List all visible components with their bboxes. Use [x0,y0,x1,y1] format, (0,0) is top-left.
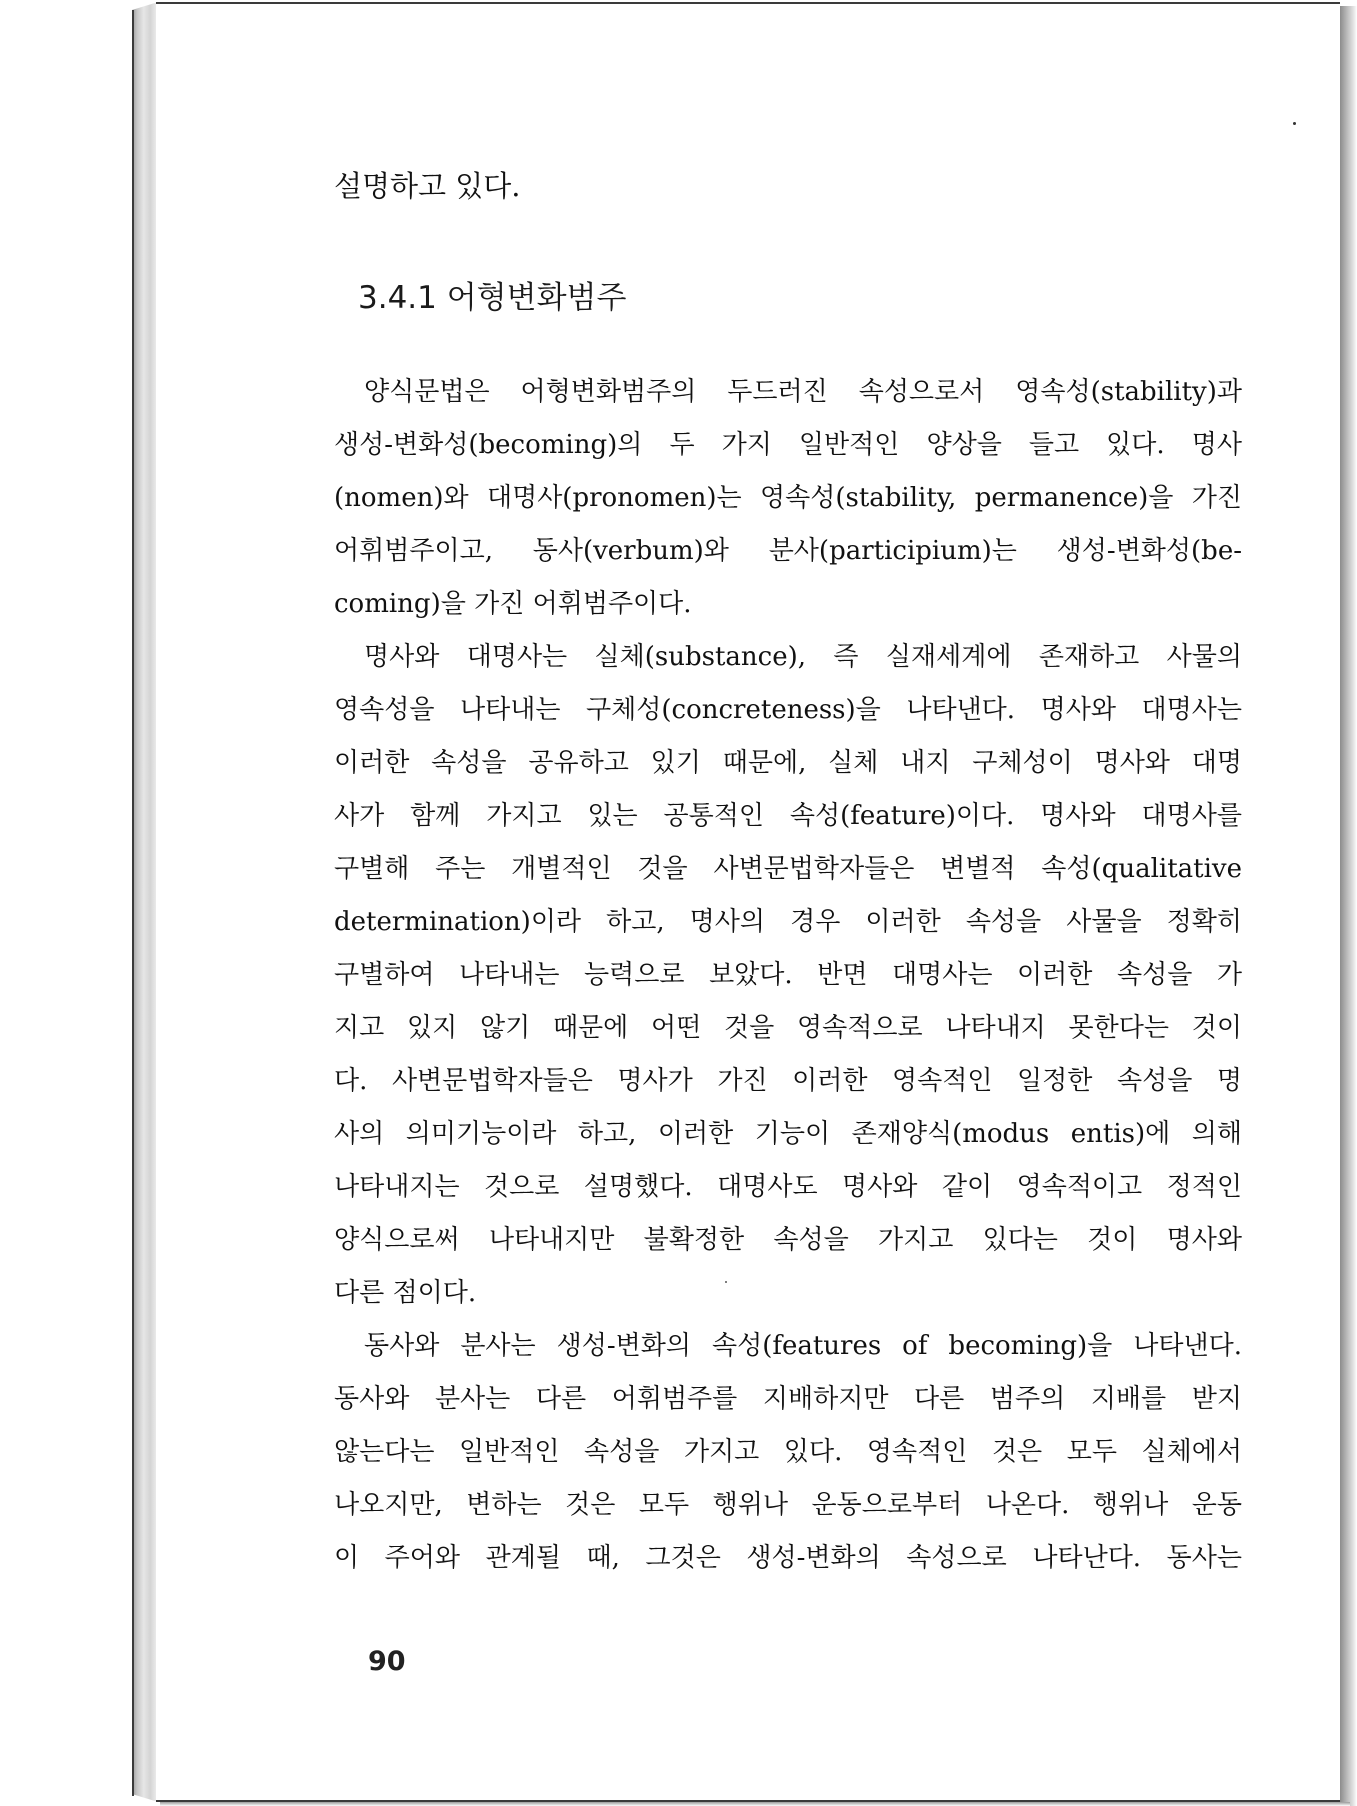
body-text [334,366,1242,1585]
text-line: 영속성을 나타내는 구체성(concreteness)을 나타낸다. 명사와 대명사는 [334,695,1242,725]
text-line: 이러한 속성을 공유하고 있기 때문에, 실체 내지 구체성이 명사와 대명 [334,748,1242,778]
text-line: 구별하여 나타내는 능력으로 보았다. 반면 대명사는 이러한 속성을 가 [334,960,1242,990]
scan-speck [1293,122,1296,125]
text-line: 사가 함께 가지고 있는 공통적인 속성(feature)이다. 명사와 대명사를 [334,801,1242,831]
text-line: 어휘범주이고, 동사(verbum)와 분사(participium)는 생성-변화성(be- [334,536,1242,566]
text-line: 다른 점이다. [334,1278,477,1308]
text-line: 생성-변화성(becoming)의 두 가지 일반적인 양상을 들고 있다. 명사 [334,430,1242,460]
text-line: 양식문법은 어형변화범주의 두드러진 속성으로서 영속성(stability)과 [364,377,1242,407]
book-page-stack-edge [132,2,158,1802]
text-line: 나타내지는 것으로 설명했다. 대명사도 명사와 같이 영속적이고 정적인 [334,1172,1242,1202]
text-line: 않는다는 일반적인 속성을 가지고 있다. 영속적인 것은 모두 실체에서 [334,1437,1242,1467]
page-number: 90 [368,1646,406,1677]
text-line: 다. 사변문법학자들은 명사가 가진 이러한 영속적인 일정한 속성을 명 [334,1066,1242,1096]
text-line: 동사와 분사는 다른 어휘범주를 지배하지만 다른 범주의 지배를 받지 [334,1384,1242,1414]
text-line: 나오지만, 변하는 것은 모두 행위나 운동으로부터 나온다. 행위나 운동 [334,1490,1242,1520]
text-line: 동사와 분사는 생성-변화의 속성(features of becoming)을 나타낸다. [364,1331,1242,1361]
text-line: 명사와 대명사는 실체(substance), 즉 실재세계에 존재하고 사물의 [364,642,1242,672]
text-line: 구별해 주는 개별적인 것을 사변문법학자들은 변별적 속성(qualitative [334,854,1242,884]
text-line: 지고 있지 않기 때문에 어떤 것을 영속적으로 나타내지 못한다는 것이 [334,1013,1242,1043]
section-heading: 3.4.1 어형변화범주 [358,280,627,316]
text-line: 양식으로써 나타내지만 불확정한 속성을 가지고 있다는 것이 명사와 [334,1225,1242,1255]
text-line: determination)이라 하고, 명사의 경우 이러한 속성을 사물을 정확히 [334,907,1242,937]
text-line: (nomen)와 대명사(pronomen)는 영속성(stability, permanence)을 가진 [334,483,1242,513]
text-line: 이 주어와 관계될 때, 그것은 생성-변화의 속성으로 나타난다. 동사는 [334,1543,1242,1573]
text-line: coming)을 가진 어휘범주이다. [334,589,692,619]
intro-line: 설명하고 있다. [334,169,521,203]
page-shadow-bottom [160,1802,1350,1806]
text-line: 사의 의미기능이라 하고, 이러한 기능이 존재양식(modus entis)에 의해 [334,1119,1242,1149]
page-shadow-right [1340,6,1357,1806]
book-spine-line [132,10,134,1796]
